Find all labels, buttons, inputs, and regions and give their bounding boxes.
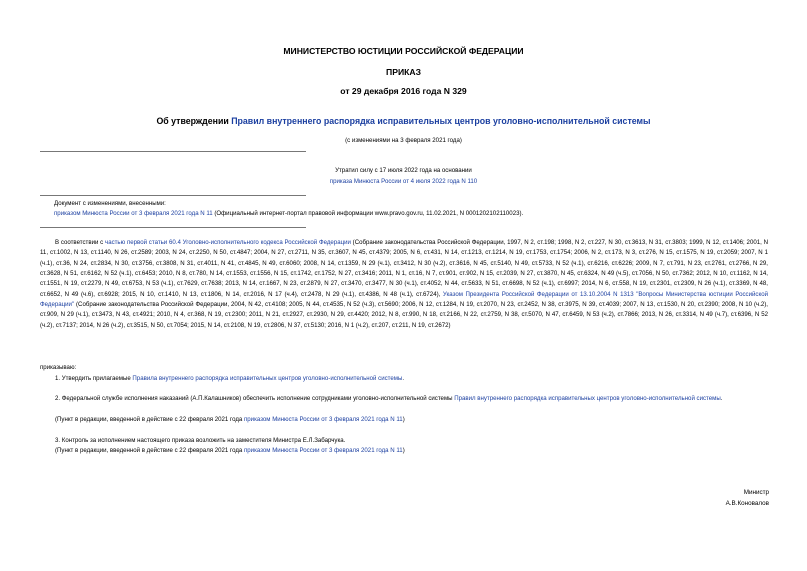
item2-text: 2. Федеральной службе исполнения наказаний (А.П.Калашников) обеспечить исполнение сотрудниками уголовно-исполнительной системы (55, 395, 455, 402)
order-item-2-note (40, 415, 768, 425)
item2-note-link[interactable]: приказом Минюста России от 3 февраля 2021 года N 11 (243, 416, 403, 423)
item2-note-text: (Пункт в редакции, введенной в действие с 22 февраля 2021 года (55, 416, 244, 423)
preamble-text-3: (Собрание законодательства Российской Федерации, 2004, N 42, ст.4108; 2005, N 44, ст.4535, N 52 (ч.3), ст.5690; 2006, N 12, ст.1284, N 19, ст.2070, N 23, ст.2452, N 38, ст.3975, N 39, ст.4039; 2007, N 13, ст.1530, N 20, ст.2390; 2008, N 10 (ч.2), ст.909, N 29 (ч.1), ст.3473, N 43, ст.4921; 2010, N 4, ст.368, N 19, ст.2300; 2011, N 21, ст.2927, ст.2930, N 29, ст.4420; 2012, N 8, ст.990, N 18, ст.2166, N 22, ст.2759, N 38, ст.5070, N 47, ст.6459, N 53 (ч.2), ст.7866; 2013, N 26, ст.3314, N 49 (ч.7), ст.6396, N 52 (ч.2), ст.7137; 2014, N 26 (ч.2), ст.3515, N 50, ст.7054; 2015, N 14, ст.2108, N 19, ст.2806, N 37, ст.5130; 2016, N 1 (ч.2), ст.207, ст.211, N 19, ст.2672) (40, 301, 768, 329)
signature-name: А.В.Коновалов (725, 499, 769, 507)
divider-top (40, 151, 306, 152)
divider-mid (40, 195, 306, 196)
title-prefix: Об утверждении (156, 116, 232, 126)
signature-block (726, 488, 769, 509)
preamble-text-1: В соответствии с (55, 239, 106, 246)
lost-force-link[interactable]: приказа Минюста России от 4 июля 2022 года N 110 (329, 177, 478, 185)
item2-note-suffix: ) (402, 416, 405, 423)
document-title (0, 116, 807, 126)
title-rules-link[interactable]: Правил внутреннего распорядка исправительных центров уголовно-исполнительной системы (231, 116, 651, 126)
preamble-text-2: (Собрание законодательства Российской Федерации, 1997, N 2, ст.198; 1998, N 2, ст.227, N 30, ст.3613, N 31, ст.3803; 1999, N 12, ст.1406; 2001, N 11, ст.1002, N 13, ст.1140, N 26, ст.2589; 2003, N 24, ст.2250, N 50, ст.4847; 2004, N 27, ст.2711, N 35, ст.3607, N 45, ст.4379; 2005, N 6, ст.431, N 14, ст.1213, ст.1214, N 19, ст.1753, ст.1754; 2006, N 2, ст.173, N 3, ст.276, N 15, ст.1575, N 19, ст.2059; 2007, N 1 (ч.1), ст.36, N 24, ст.2834, N 30, ст.3756, ст.3808, N 31, ст.4011, N 41, ст.4845, N 49, ст.6060; 2008, N 14, ст.1359, N 29 (ч.1), ст.3412, N 30 (ч.2), ст.3616, N 45, ст.5140, N 49, ст.5733, N 52 (ч.1), ст.6216, ст.6226; 2009, N 7, ст.791, N 23, ст.2761, ст.2766, N 29, ст.3628, N 51, ст.6162, N 52 (ч.1), ст.6453; 2010, N 8, ст.780, N 14, ст.1553, ст.1556, N 15, ст.1742, ст.1752, N 27, ст.3416; 2011, N 1, ст.16, N 7, ст.901, ст.902, N 15, ст.2039, N 27, ст.3870, N 45, ст.6324, N 49 (ч.5), ст.7056, N 50, ст.7362; 2012, N 10, ст.1162, N 14, ст.1551, N 19, ст.2279, N 49, ст.6753, N 53 (ч.1), ст.7629, ст.7638; 2013, N 14, ст.1667, N 23, ст.2879, N 27, ст.3470, ст.3477, N 30 (ч.1), ст.4052, N 44, ст.5633, N 51, ст.6698, N 52 (ч.1), ст.6997; 2014, N 6, ст.558, N 19, ст.2301, ст.2309, N 26 (ч.1), ст.3369, N 48, ст.6652, N 49 (ч.6), ст.6928; 2015, N 10, ст.1410, N 13, ст.1806, N 14, ст.2016, N 17 (ч.4), ст.2478, N 29 (ч.1), ст.4386, N 48 (ч.1), ст.6724), (40, 239, 768, 298)
order-word: приказываю: (40, 364, 77, 371)
amend-line (54, 209, 784, 219)
changes-note: (с изменениями на 3 февраля 2021 года) (345, 137, 462, 144)
item3-note-text: (Пункт в редакции, введенной в действие с 22 февраля 2021 года (55, 447, 244, 454)
code-article-link[interactable]: частью первой статьи 60.4 Уголовно-исполнительного кодекса Российской Федерации (105, 239, 351, 246)
amend-block (54, 199, 784, 220)
item1-text: 1. Утвердить прилагаемые (55, 375, 133, 382)
order-item-1 (40, 374, 768, 384)
ministry-heading: МИНИСТЕРСТВО ЮСТИЦИИ РОССИЙСКОЙ ФЕДЕРАЦИИ (283, 46, 524, 56)
item1-suffix: . (402, 375, 405, 382)
amend-source: (Официальный интернет-портал правовой информации www.pravo.gov.ru, 11.02.2021, N 0001202102110023). (212, 210, 524, 218)
amend-order-link[interactable]: приказом Минюста России от 3 февраля 2021 года N 11 (54, 210, 213, 218)
document-type: ПРИКАЗ (386, 67, 421, 77)
item2-rules-link[interactable]: Правил внутреннего распорядка исправительных центров уголовно-исполнительной системы (454, 395, 721, 402)
document-date-number: от 29 декабря 2016 года N 329 (340, 86, 467, 96)
item2-suffix: . (720, 395, 723, 402)
order-item-2 (40, 394, 768, 404)
item3-note-suffix: ) (402, 447, 405, 454)
order-item-3-note (40, 446, 768, 456)
item1-rules-link[interactable]: Правила внутреннего распорядка исправительных центров уголовно-исполнительной системы (132, 375, 403, 382)
signature-position: Министр (743, 489, 769, 496)
amend-intro: Документ с изменениями, внесенными: (54, 200, 166, 207)
president-decree-link[interactable]: Указом Президента Российской Федерации от 13.10.2004 N 1313 "Вопросы Министерства юстиции Российской Федерации" (40, 290, 768, 309)
order-item-3: 3. Контроль за исполнением настоящего приказа возложить на заместителя Министра Е.Л.Забарчука. (55, 437, 346, 444)
divider-bottom (40, 227, 306, 228)
lost-force-text: Утратил силу с 17 июля 2022 года на основании (335, 167, 472, 174)
preamble-paragraph (40, 238, 768, 331)
lost-force-note (0, 166, 807, 187)
item3-note-link[interactable]: приказом Минюста России от 3 февраля 2021 года N 11 (243, 447, 403, 454)
